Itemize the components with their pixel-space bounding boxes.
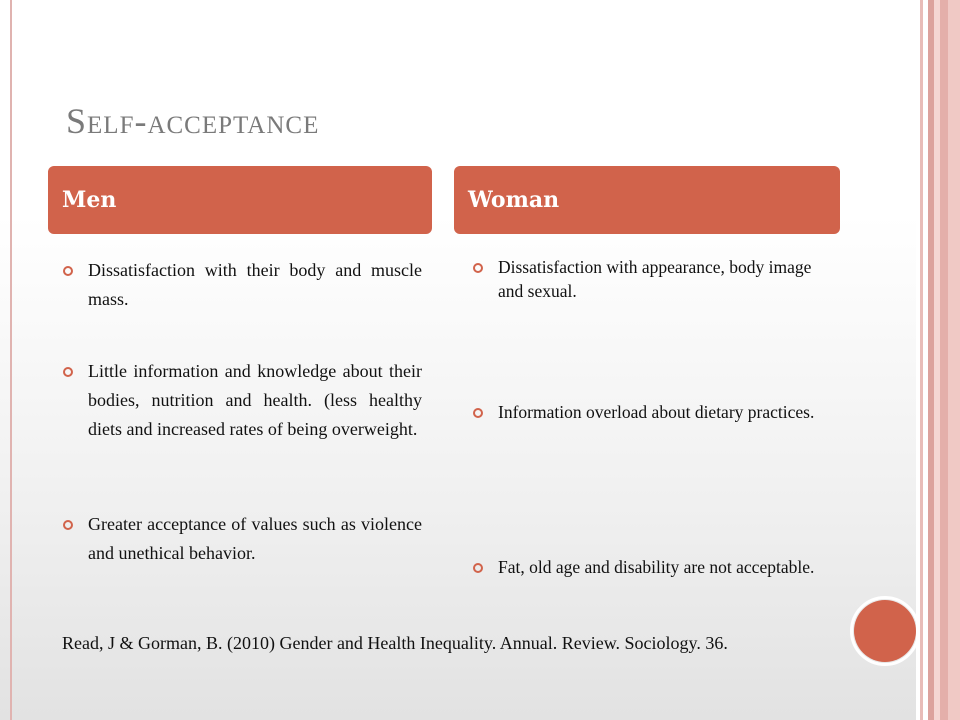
bullet-circle-icon bbox=[63, 266, 73, 276]
men-bullet-1 bbox=[88, 256, 422, 314]
woman-bullet-3 bbox=[498, 555, 818, 579]
citation-text: Read, J & Gorman, B. (2010) Gender and Health Inequality. Annual. Review. Sociology. 36. bbox=[62, 633, 728, 653]
men-column-header bbox=[48, 166, 432, 234]
decorative-circle bbox=[854, 600, 916, 662]
woman-bullet-2 bbox=[498, 400, 818, 424]
woman-bullet-1 bbox=[498, 255, 818, 303]
woman-column-header bbox=[454, 166, 840, 234]
right-decorative-stripes bbox=[916, 0, 960, 720]
woman-bullet-3-text: Fat, old age and disability are not acceptable. bbox=[498, 557, 815, 577]
slide-title: Self-acceptance bbox=[66, 101, 320, 141]
men-bullet-3 bbox=[88, 510, 422, 568]
bullet-circle-icon bbox=[63, 520, 73, 530]
woman-bullet-2-text: Information overload about dietary practices. bbox=[498, 402, 815, 422]
men-header-label: Men bbox=[62, 187, 117, 213]
men-bullet-1-text: Dissatisfaction with their body and muscle mass. bbox=[88, 260, 422, 309]
woman-header-label: Woman bbox=[468, 187, 560, 213]
woman-bullet-1-text: Dissatisfaction with appearance, body image and sexual. bbox=[498, 257, 812, 301]
bullet-circle-icon bbox=[63, 367, 73, 377]
bullet-circle-icon bbox=[473, 263, 483, 273]
men-bullet-3-text: Greater acceptance of values such as violence and unethical behavior. bbox=[88, 514, 422, 563]
bullet-circle-icon bbox=[473, 408, 483, 418]
men-bullet-2 bbox=[88, 357, 422, 444]
men-bullet-2-text: Little information and knowledge about their bodies, nutrition and health. (less healthy diets and increased rates of being overweight. bbox=[88, 361, 422, 439]
left-border-line bbox=[10, 0, 12, 720]
bullet-circle-icon bbox=[473, 563, 483, 573]
